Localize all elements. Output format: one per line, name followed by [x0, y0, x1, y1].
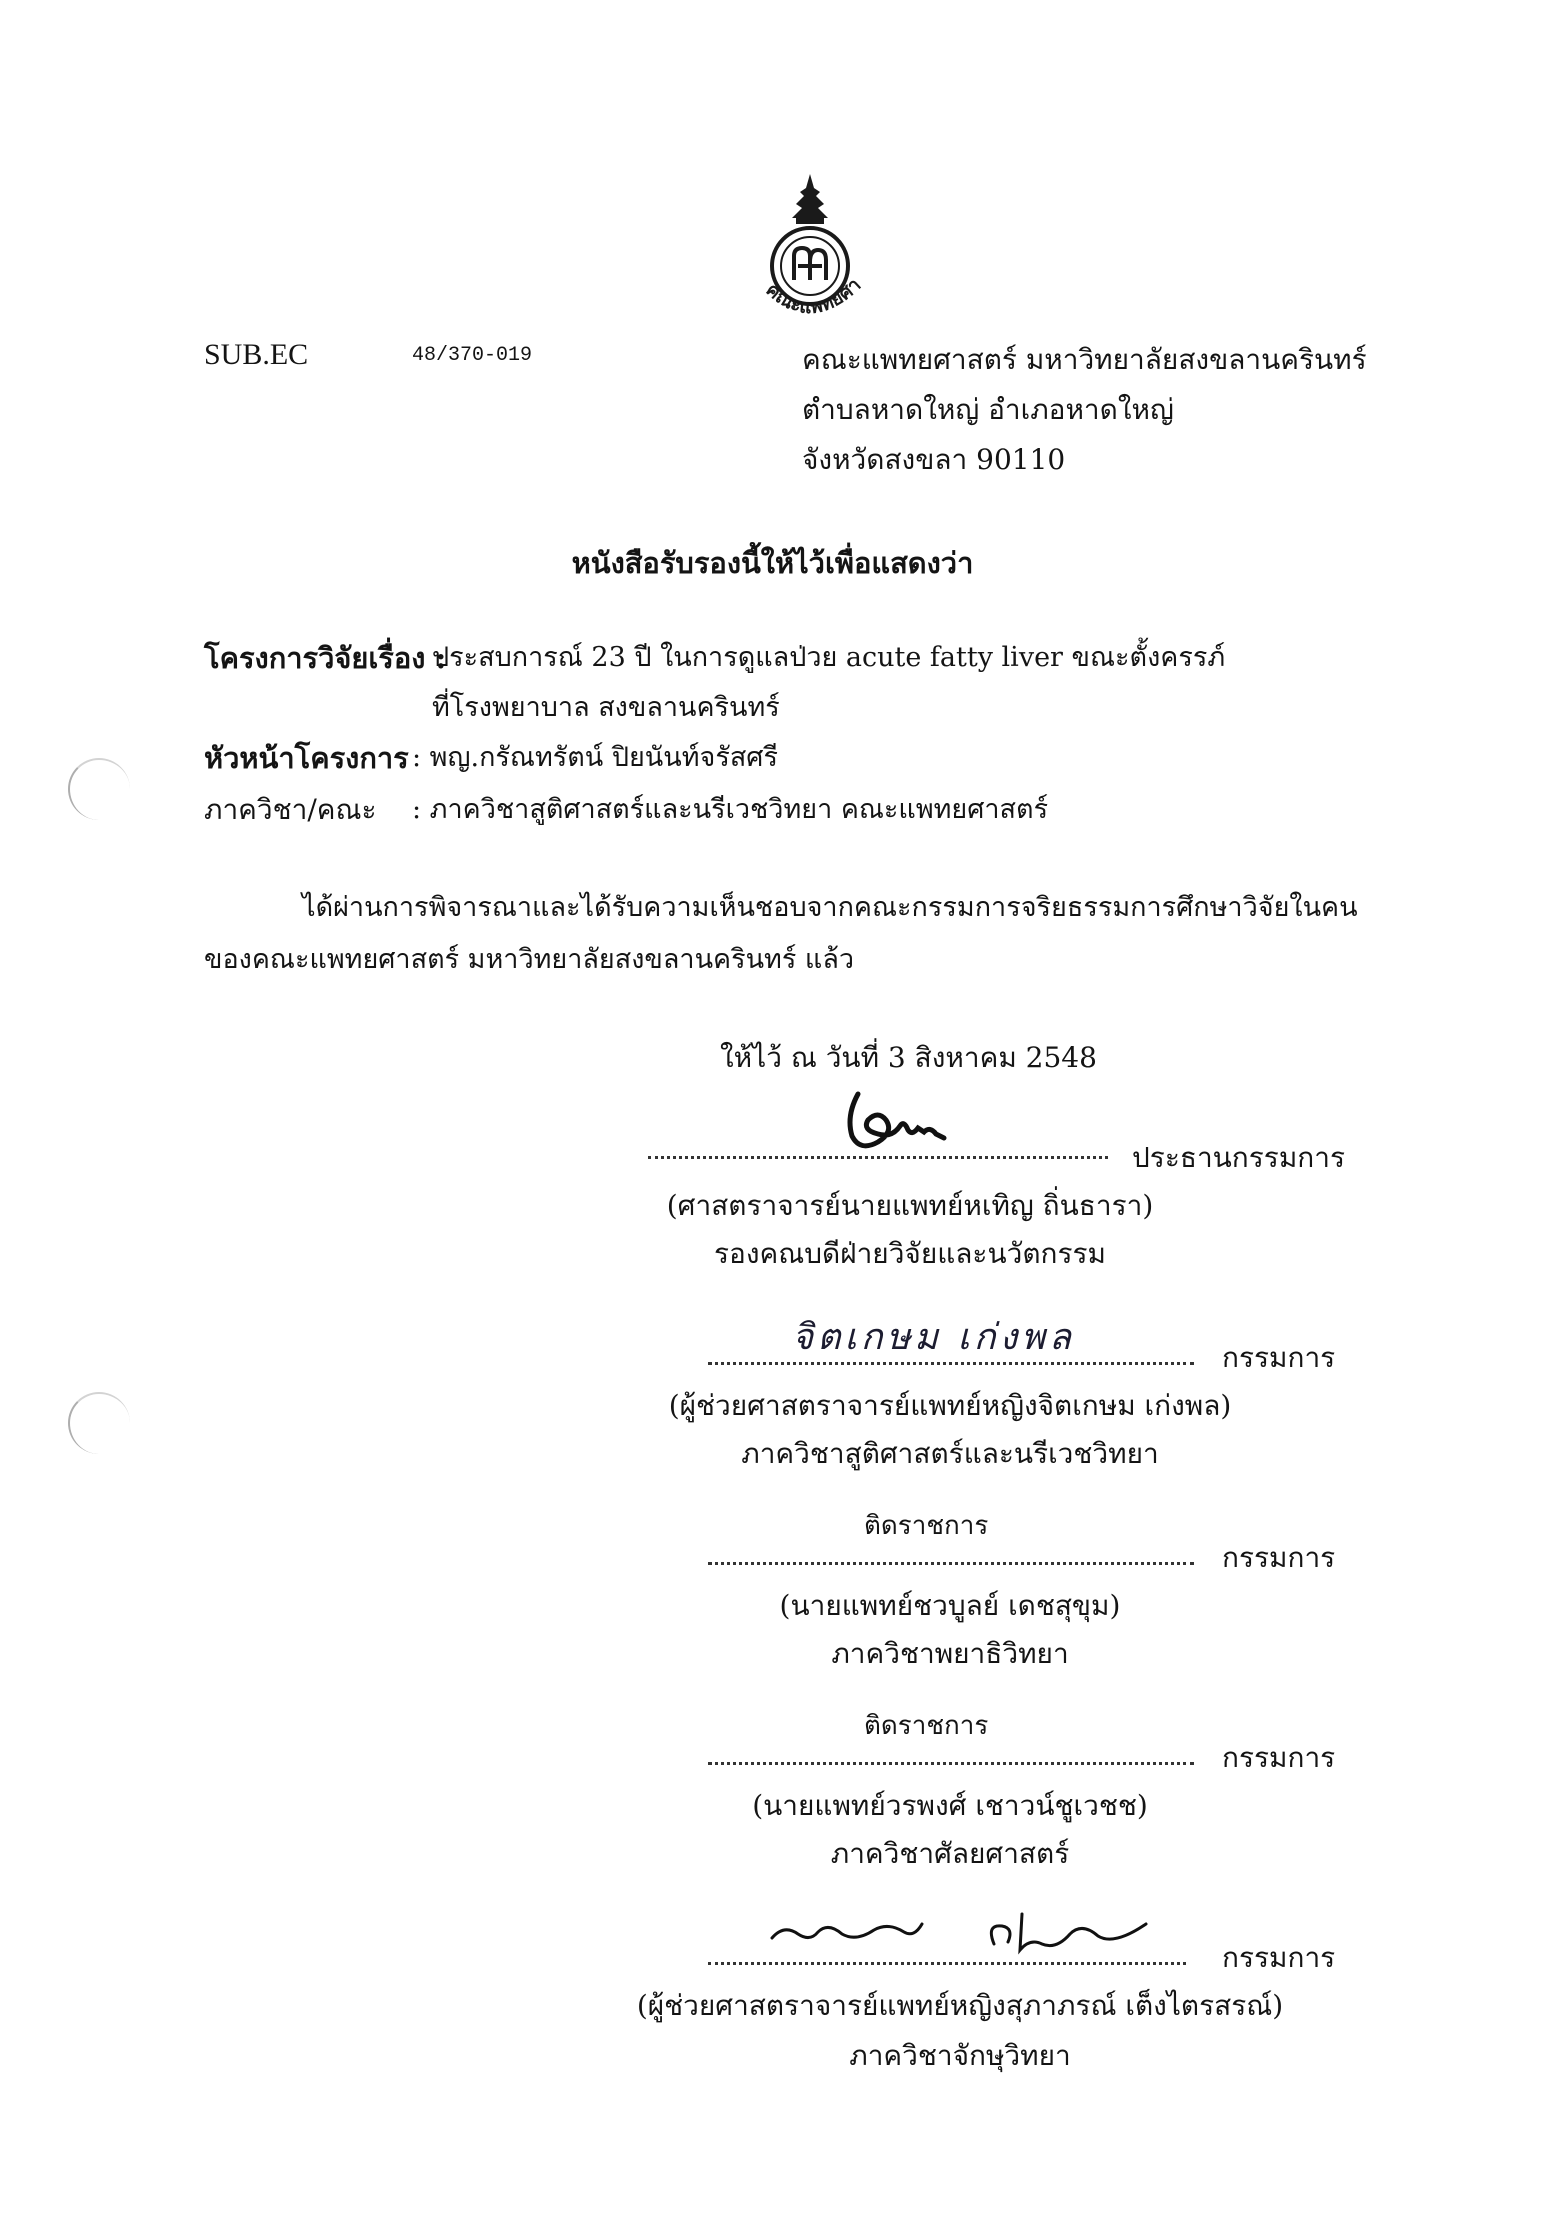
signature-line-chairman: [648, 1156, 1108, 1159]
document-title: หนังสือรับรองนี้ให้ไว้เพื่อแสดงว่า: [571, 546, 974, 580]
address-line-1: คณะแพทยศาสตร์ มหาวิทยาลัยสงขลานครินทร์: [802, 343, 1367, 376]
approval-text-line-1: ได้ผ่านการพิจารณาและได้รับความเห็นชอบจากคณะกรรมการจริยธรรมการศึกษาวิจัยในคน: [302, 892, 1358, 923]
department-value: : ภาควิชาสูติศาสตร์และนรีเวชวิทยา คณะแพทยศาสตร์: [412, 794, 1049, 825]
role-member-3: กรรมการ: [1222, 1741, 1336, 1774]
project-title-line-2: ที่โรงพยาบาล สงขลานครินทร์: [432, 692, 780, 723]
signature-chairman: [838, 1086, 948, 1156]
seal-caption: คณะแพทยศา: [761, 273, 866, 319]
absence-note-member-3: ติดราชการ: [864, 1711, 989, 1741]
approval-text-line-2: ของคณะแพทยศาสตร์ มหาวิทยาลัยสงขลานครินทร์ แล้ว: [204, 944, 855, 975]
name-member-4: (ผู้ช่วยศาสตราจารย์แพทย์หญิงสุภาภรณ์ เต็งไตรสรณ์): [636, 1989, 1284, 2022]
signature-line-member-3: [708, 1762, 1194, 1765]
name-chairman: (ศาสตราจารย์นายแพทย์หเทิญ ถิ่นธารา): [666, 1189, 1154, 1222]
position-member-3: ภาควิชาศัลยศาสตร์: [830, 1837, 1070, 1870]
issue-date: ให้ไว้ ณ วันที่ 3 สิงหาคม 2548: [720, 1041, 1097, 1074]
project-head-value: : พญ.กรัณทรัตน์ ปิยนันท์จรัสศรี: [412, 742, 778, 773]
role-member-4: กรรมการ: [1222, 1941, 1336, 1974]
reference-number: 48/370-019: [412, 344, 533, 367]
address-line-2: ตำบลหาดใหญ่ อำเภอหาดใหญ่: [802, 393, 1174, 426]
name-member-2: (นายแพทย์ชวบูลย์ เดชสุขุม): [779, 1589, 1121, 1622]
absence-note-member-2: ติดราชการ: [864, 1511, 989, 1541]
project-head-label: หัวหน้าโครงการ: [204, 741, 409, 775]
position-member-2: ภาควิชาพยาธิวิทยา: [831, 1637, 1069, 1670]
position-member-4: ภาควิชาจักษุวิทยา: [849, 2039, 1071, 2072]
signature-line-member-2: [708, 1562, 1194, 1565]
position-chairman: รองคณบดีฝ่ายวิจัยและนวัตกรรม: [713, 1237, 1107, 1270]
faculty-seal-logo: [740, 170, 880, 330]
punch-hole-bottom: [68, 1392, 130, 1454]
signature-line-member-4: [708, 1962, 1186, 1965]
project-title-label: โครงการวิจัยเรื่อง :: [204, 641, 447, 675]
role-chairman: ประธานกรรมการ: [1132, 1141, 1346, 1174]
punch-hole-top: [68, 758, 130, 820]
name-member-3: (นายแพทย์วรพงศ์ เชาวน์ชูเวชช): [752, 1789, 1148, 1822]
address-line-3: จังหวัดสงขลา 90110: [802, 443, 1066, 476]
department-label: ภาควิชา/คณะ: [204, 793, 377, 826]
project-title-line-1: ประสบการณ์ 23 ปี ในการดูแลป่วย acute fatty liver ขณะตั้งครรภ์: [432, 642, 1226, 673]
handwritten-signature-member-1: จิตเกษม เก่งพล: [792, 1317, 1075, 1358]
role-member-2: กรรมการ: [1222, 1541, 1336, 1574]
signature-line-member-1: [708, 1362, 1194, 1365]
position-member-1: ภาควิชาสูติศาสตร์และนรีเวชวิทยา: [741, 1437, 1159, 1470]
role-member-1: กรรมการ: [1222, 1341, 1336, 1374]
signature-member-4: [764, 1904, 1154, 1964]
reference-label: SUB.EC: [204, 338, 309, 371]
name-member-1: (ผู้ช่วยศาสตราจารย์แพทย์หญิงจิตเกษม เก่งพล): [668, 1389, 1232, 1422]
